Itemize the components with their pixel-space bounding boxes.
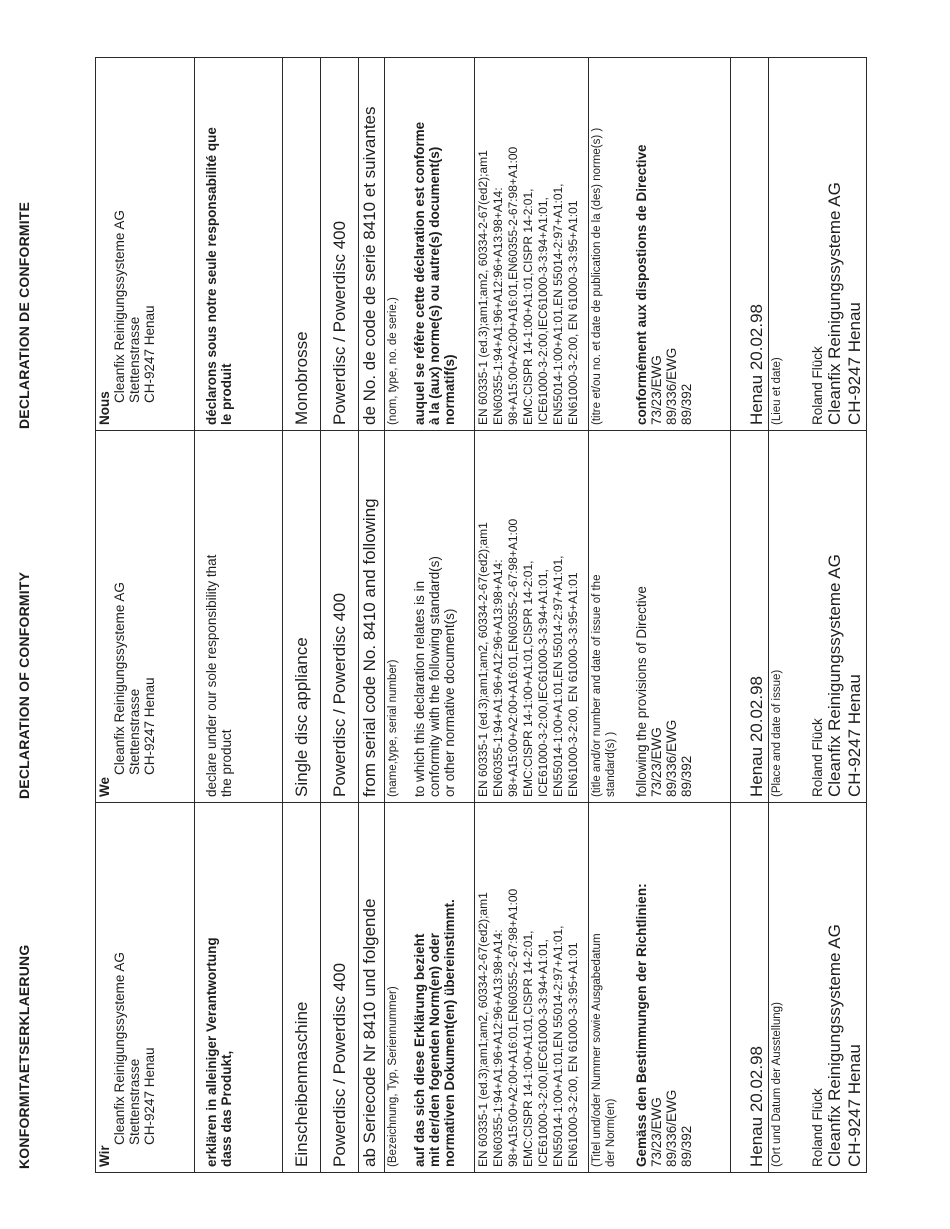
serial-range: from serial code No. 8410 and following: [359, 431, 385, 803]
signature-company: Cleanfix Reinigungssysteme AG: [825, 182, 844, 425]
declare-text: declare under our sole responsibility that the product: [204, 554, 234, 797]
directive-item: 73/23/EWG: [649, 355, 664, 425]
row-standards: [475, 58, 589, 1173]
signature-city: CH-9247 Henau: [845, 1044, 864, 1167]
we-label: We: [97, 776, 112, 797]
directive-item: 73/23/EWG: [649, 727, 664, 797]
cell-issuer-en: [96, 431, 195, 803]
row-place-date: [731, 58, 769, 1173]
directive-label: following the provisions of Directive: [634, 586, 649, 797]
product-name: Powerdisc / Powerdisc 400: [321, 58, 359, 431]
we-label: Wir: [97, 1145, 112, 1167]
relates-text: auquel se réfère cette déclaration est conforme à la (aux) norme(s) ou autre(s) document(s) normatif(s): [412, 121, 457, 425]
directive-item: 89/336/EWG: [664, 347, 679, 425]
company-name: Cleanfix Reinigungssysteme AG: [112, 582, 127, 775]
city: CH-9247 Henau: [142, 1047, 157, 1145]
name-note: (nom, type, no. de serie.): [387, 297, 399, 425]
signature-city: CH-9247 Henau: [845, 674, 864, 797]
declare-text: déclarons sous notre seule responsabilité que le produit: [204, 127, 234, 425]
directive-item: 89/392: [679, 383, 694, 425]
signer-name: Roland Flück: [810, 1088, 825, 1167]
row-directives: [589, 58, 731, 1173]
row-serial: [359, 58, 385, 1173]
city: CH-9247 Henau: [142, 677, 157, 775]
company-name: Cleanfix Reinigungssysteme AG: [112, 952, 127, 1145]
relates-text: auf das sich diese Erklärung bezieht mit der/den fogenden Norm(en) oder normativen Dokument(en) übereinstimmt.: [412, 899, 457, 1167]
row-issuer: [96, 58, 195, 1173]
directive-item: 89/392: [679, 755, 694, 797]
row-product: [321, 58, 359, 1173]
declaration-table: [95, 57, 867, 1173]
place-date: Henau 20.02.98: [731, 58, 769, 431]
signature-company: Cleanfix Reinigungssysteme AG: [825, 924, 844, 1167]
appliance-type: Einscheibenmaschine: [283, 803, 321, 1173]
street: Stettenstrasse: [127, 1058, 142, 1145]
cell-issuer-de: [96, 803, 195, 1173]
signature-city: CH-9247 Henau: [845, 302, 864, 425]
company-name: Cleanfix Reinigungssysteme AG: [112, 210, 127, 403]
directive-item: 89/336/EWG: [664, 1089, 679, 1167]
appliance-type: Monobrosse: [283, 58, 321, 431]
title-note: (title and/or number and date of issue of the standard(s) ): [591, 574, 617, 797]
signer-name: Roland Flück: [810, 346, 825, 425]
place-date: Henau 20.02.98: [731, 431, 769, 803]
row-relates: [385, 58, 475, 1173]
standards-list: EN 60335-1 (ed.3);am1;am2, 60334-2-67(ed2);am1 EN60355-1:94+A1:96+A12:96+A13:98+A14: 98+A15:00+A2:00+A16:01,EN60355-2-67:98+A1:00 EMC:CISPR 14-1:00+A1:01,CISPR 14-2:01, ICE61000-3-2:00,IEC61000-3-3:94+A1:01, EN55014-1:00+A1:01,EN 55014-2:97+A1:01, EN61000-3-2:00, EN 61000-3-3:95+A1:01: [476, 146, 580, 425]
relates-text: to which this declaration relates is in conformity with the following standard(s) or other normative document(s): [412, 556, 457, 797]
serial-range: de No. de code de serie 8410 et suivantes: [359, 58, 385, 431]
title-note: (Titel und/oder Nummer sowie Ausgabedatum der Norm(en): [591, 933, 617, 1167]
name-note: (name,type, serial number): [387, 659, 399, 797]
place-note: (Ort und Datum der Ausstellung): [771, 1002, 783, 1167]
product-name: Powerdisc / Powerdisc 400: [321, 431, 359, 803]
directive-label: conformément aux dispostions de Directive: [634, 144, 649, 425]
street: Stettenstrasse: [127, 688, 142, 775]
directive-item: 89/336/EWG: [664, 719, 679, 797]
declare-text: erklären in alleiniger Verantwortung dass das Produkt,: [204, 937, 234, 1167]
header-german: KONFORMITAETSERKLAERUNG: [16, 944, 32, 1169]
place-note: (Place and date of issue): [771, 669, 783, 797]
cell-issuer-fr: [96, 58, 195, 431]
name-note: (Bezeichnung, Typ, Seriennummer): [387, 986, 399, 1167]
city: CH-9247 Henau: [142, 305, 157, 403]
directive-item: 89/392: [679, 1125, 694, 1167]
signature-company: Cleanfix Reinigungssysteme AG: [825, 554, 844, 797]
directive-item: 73/23/EWG: [649, 1097, 664, 1167]
header-english: DECLARATION OF CONFORMITY: [16, 571, 32, 799]
row-declare: [195, 58, 283, 1173]
row-appliance: [283, 58, 321, 1173]
title-note: (titre et/ou no. et date de publication de la (des) norme(s) ): [591, 127, 603, 425]
row-signature: [769, 58, 867, 1173]
serial-range: ab Seriecode Nr 8410 und folgende: [359, 803, 385, 1173]
header-french: DECLARATION DE CONFORMITE: [16, 201, 32, 429]
signer-name: Roland Flück: [810, 718, 825, 797]
standards-list: EN 60335-1 (ed.3);am1;am2, 60334-2-67(ed2);am1 EN60355-1:94+A1:96+A12:96+A13:98+A14: 98+A15:00+A2:00+A16:01,EN60355-2-67:98+A1:00 EMC:CISPR 14-1:00+A1:01,CISPR 14-2:01, ICE61000-3-2:00,IEC61000-3-3:94+A1:01, EN55014-1:00+A1:01,EN 55014-2:97+A1:01, EN61000-3-2:00, EN 61000-3-3:95+A1:01: [476, 518, 580, 797]
we-label: Nous: [97, 391, 112, 425]
standards-list: EN 60335-1 (ed.3);am1;am2, 60334-2-67(ed2);am1 EN60355-1:94+A1:96+A12:96+A13:98+A14: 98+A15:00+A2:00+A16:01,EN60355-2-67:98+A1:00 EMC:CISPR 14-1:00+A1:01,CISPR 14-2:01, ICE61000-3-2:00,IEC61000-3-3:94+A1:01, EN55014-1:00+A1:01,EN 55014-2:97+A1:01, EN61000-3-2:00, EN 61000-3-3:95+A1:01: [476, 888, 580, 1167]
place-date: Henau 20.02.98: [731, 803, 769, 1173]
place-note: (Lieu et date): [771, 357, 783, 425]
appliance-type: Single disc appliance: [283, 431, 321, 803]
directive-label: Gemäss den Bestimmungen der Richtlinien:: [634, 883, 649, 1167]
street: Stettenstrasse: [127, 316, 142, 403]
product-name: Powerdisc / Powerdisc 400: [321, 803, 359, 1173]
